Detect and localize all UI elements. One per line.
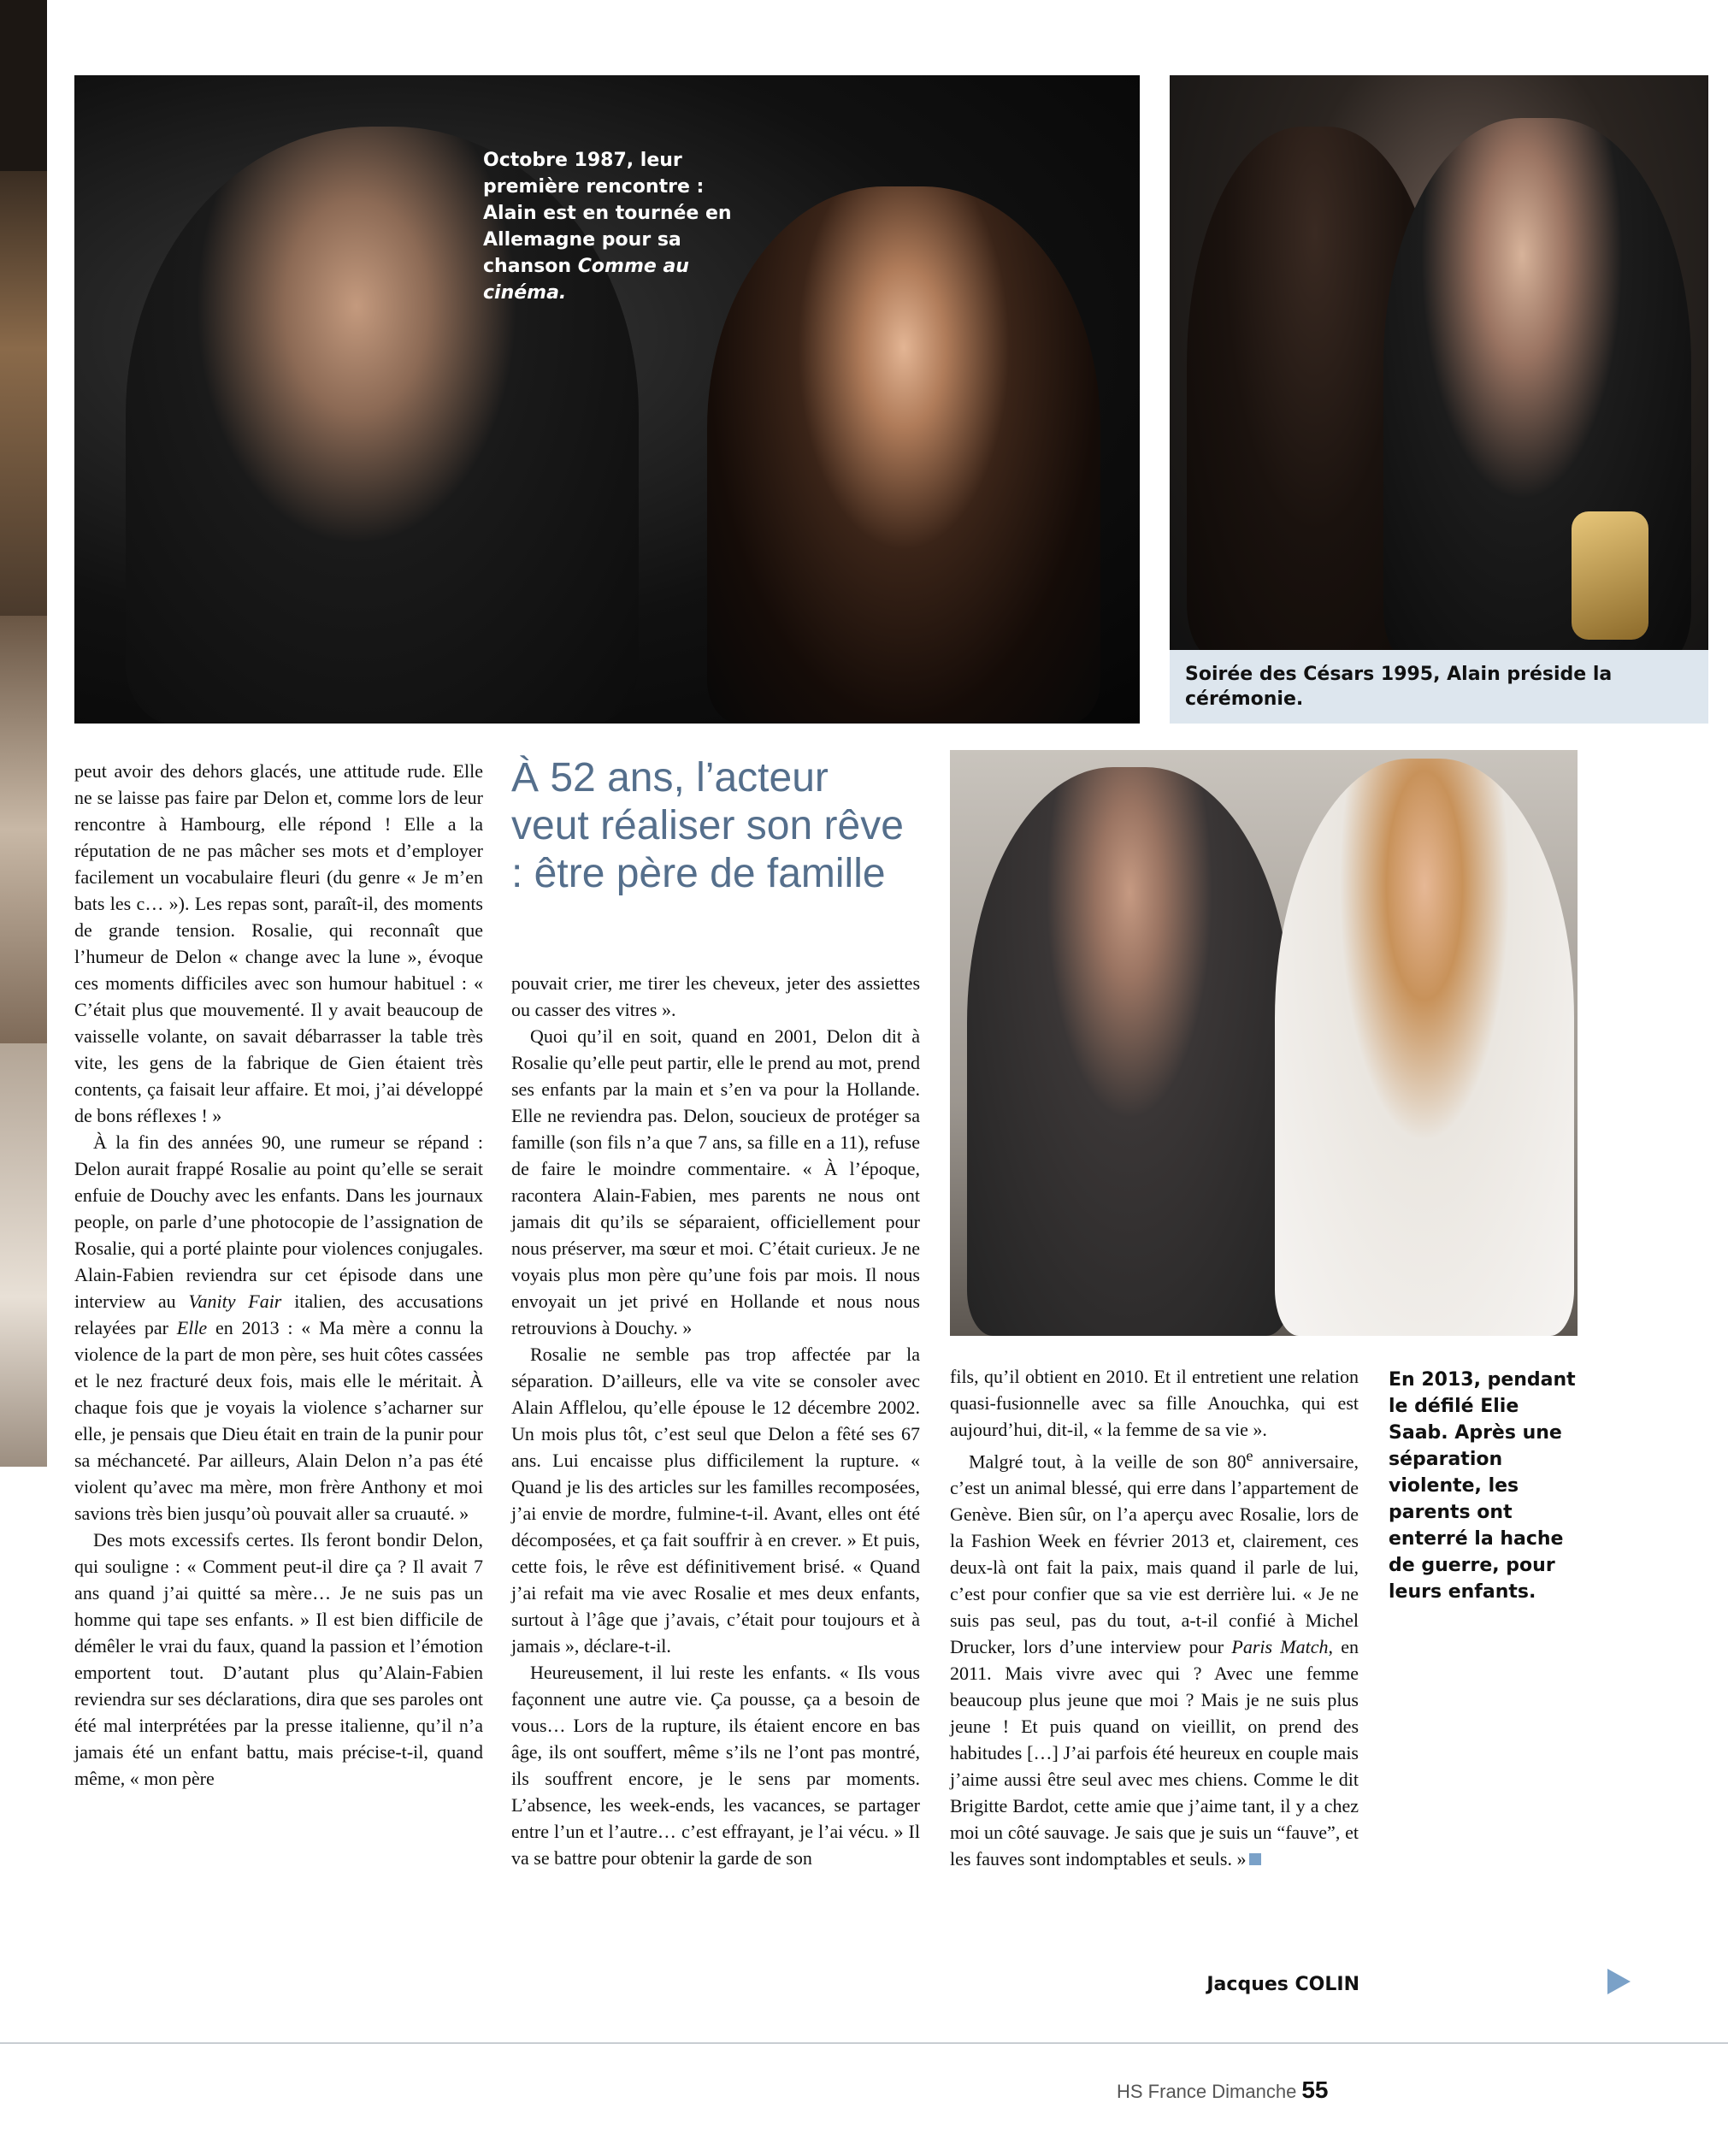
publication-name: HS France Dimanche bbox=[1117, 2081, 1297, 2102]
article-pull-headline: À 52 ans, l’acteur veut réaliser son rêve : être père de famille bbox=[511, 755, 904, 896]
photo-figure-woman bbox=[1275, 759, 1574, 1336]
paragraph: peut avoir des dehors glacés, une attitude rude. Elle ne se laisse pas faire par Delon et, comme lors de leur rencontre à Hambourg, elle répond ! Elle a la réputation de ne pas mâcher ses mots et d’employer facilement un vocabulaire fleuri (du genre « Je m’en bats les c… »). Les repas sont, paraît-il, des moments de grande tension. Rosalie, qui reconnaît que l’humeur de Delon « change avec la lune », évoque ces moments difficiles avec son humour habituel : « C’était plus que mouvementé. Il y avait beaucoup de vaisselle volante, on savait débarrasser la table très vite, les gens de la fabrique de Gien étaient très contents, ça faisait leur affaire. Et moi, j’ai développé de bons réflexes ! » bbox=[74, 760, 483, 1126]
paragraph: Rosalie ne semble pas trop affectée par la séparation. D’ailleurs, elle va vite se consoler avec Alain Afflelou, qu’elle épouse le 12 décembre 2002. Un mois plus tôt, c’est seul que Delon a fêté ses 67 ans. Lui encaisse plus difficilement la rupture. « Quand je lis des articles sur les familles recomposées, j’ai envie de mordre, fulmine-t-il. Avant, elles ont été décomposées, et ça fait souffrir à en crever. » Et puis, cette fois, le rêve est définitivement brisé. « Quand j’ai refait ma vie avec Rosalie et mes deux enfants, surtout à l’âge que j’avais, c’était pour toujours et à jamais », déclare-t-il. bbox=[511, 1344, 920, 1657]
end-mark-icon bbox=[1249, 1853, 1261, 1865]
photo-figure-man bbox=[967, 767, 1292, 1336]
caption-first-meeting bbox=[483, 147, 740, 306]
paragraph: Heureusement, il lui reste les enfants. « Ils vous façonnent une autre vie. Ça pousse, ça a besoin de vous… Lors de la rupture, ils étaient encore en bas âge, ils ont souffert, même s’ils ne l’ont pas montré, ils souffrent encore, je le sens par moments. L’absence, les week-ends, les vacances, se partager entre l’un et l’autre… c’est effrayant, je l’ai vécu. » Il va se battre pour obtenir la garde de son bbox=[511, 1662, 920, 1869]
magazine-title: Paris Match bbox=[1231, 1636, 1329, 1658]
magazine-title: Vanity Fair bbox=[188, 1291, 282, 1312]
paragraph: Malgré tout, à la veille de son 80e anniversaire, c’est un animal blessé, qui erre dans l’appartement de Genève. Bien sûr, on l’a aperçu avec Rosalie, lors de la Fashion Week en février 2013 et, clairement, ces deux-là ont fait la paix, mais quand il parle de lui, c’est pour confier que sa vie est derrière lui. « Je ne suis pas seul, pas du tout, a-t-il confié à Michel Drucker, lors d’une interview pour Paris Match, en 2011. Mais vivre avec qui ? Avec une femme beaucoup plus jeune que moi ? Mais je ne suis plus jeune ! Et puis quand on vieillit, on prend des habitudes […] J’ai parfois été heureux en couple mais j’aime aussi être seul avec mes chiens. Comme le dit Brigitte Bardot, cette amie que j’aime tant, il y a chez moi un côté sauvage. Je sais que je suis un “fauve”, et les fauves sont indomptables et seuls. » bbox=[950, 1447, 1359, 1870]
next-page-arrow-icon bbox=[1607, 1969, 1631, 1994]
paragraph: Des mots excessifs certes. Ils feront bondir Delon, qui souligne : « Comment peut-il dire ça ? Il avait 7 ans quand j’ai quitté sa mère… Je ne suis pas un homme qui tape ses enfants. » Il est bien difficile de démêler le vrai du faux, quand la passion et l’émotion emportent tout. D’autant plus qu’Alain-Fabien reviendra sur ses déclarations, dira que ses paroles ont été mal interprétées par la presse italienne, qu’il n’a jamais été un enfant battu, mais précise-t-il, quand même, « mon père bbox=[74, 1529, 483, 1789]
article-column-2 bbox=[511, 970, 920, 1871]
page-footer bbox=[1117, 2076, 1328, 2104]
author-signature: Jacques COLIN bbox=[1206, 1974, 1359, 1995]
paragraph: fils, qu’il obtient en 2010. Et il entretient une relation quasi-fusionnelle avec sa fille Anouchka, qui est aujourd’hui, dit-il, « la femme de sa vie ». bbox=[950, 1366, 1359, 1440]
paragraph: pouvait crier, me tirer les cheveux, jeter des assiettes ou casser des vitres ». bbox=[511, 972, 920, 1020]
caption-cesars: Soirée des Césars 1995, Alain préside la cérémonie. bbox=[1185, 664, 1613, 710]
caption-elie-saab: En 2013, pendant le défilé Elie Saab. Après une séparation violente, les parents ont enterré la hache de guerre, pour leurs enfants. bbox=[1389, 1369, 1576, 1603]
article-column-3 bbox=[950, 1363, 1359, 1872]
footer-rule bbox=[0, 2042, 1728, 2044]
article-column-1 bbox=[74, 758, 483, 1792]
photo-figure-woman bbox=[707, 186, 1100, 724]
caption-cesars-bar bbox=[1170, 650, 1708, 724]
photo-first-meeting bbox=[74, 75, 1140, 724]
paragraph: À la fin des années 90, une rumeur se répand : Delon aurait frappé Rosalie au point qu’elle se serait enfuie de Douchy avec les enfants. Dans les journaux people, on parle d’une photocopie de l’assignation de Rosalie, qui a porté plainte pour violences conjugales. Alain-Fabien reviendra sur cet épisode dans une interview au Vanity Fair italien, des accusations relayées par Elle en 2013 : « Ma mère a connu la violence de la part de mon père, ses huit côtes cassées et le nez fracturé deux fois, mais elle le méritait. À chaque fois que je voyais la violence s’acharner sur elle, je pensais que Dieu était en train de la punir pour sa méchanceté. Par ailleurs, Alain Delon n’a pas été violent qu’avec ma mère, mon frère Anthony et moi savions très bien jusqu’où pouvait aller sa cruauté. » bbox=[74, 1131, 484, 1524]
paragraph: Quoi qu’il en soit, quand en 2001, Delon dit à Rosalie qu’elle peut partir, elle le prend au mot, prend ses enfants par la main et s’en va pour la Hollande. Elle ne reviendra pas. Delon, soucieux de protéger sa famille (son fils n’a que 7 ans, sa fille en a 11), refuse de faire le moindre commentaire. « À l’époque, racontera Alain-Fabien, mes parents ne nous ont jamais dit qu’ils se séparaient, officiellement pour nous préserver, ma sœur et moi. C’était curieux. Je ne voyais plus mon père qu’une fois par mois. Il nous envoyait un jet privé en Hollande et nous nous retrouvions à Douchy. » bbox=[511, 1025, 920, 1338]
page-edge-photo bbox=[0, 0, 47, 1467]
caption-first-meeting-text: Octobre 1987, leur première rencontre : Alain est en tournée en Allemagne pour sa chanson bbox=[483, 150, 732, 277]
page-number: 55 bbox=[1301, 2076, 1329, 2103]
photo-elie-saab-2013 bbox=[950, 750, 1578, 1336]
cesar-trophy bbox=[1572, 511, 1648, 640]
photo-cesars-1995 bbox=[1170, 75, 1708, 650]
magazine-title: Elle bbox=[176, 1317, 208, 1338]
caption-song-title: Comme au cinéma. bbox=[483, 256, 689, 304]
